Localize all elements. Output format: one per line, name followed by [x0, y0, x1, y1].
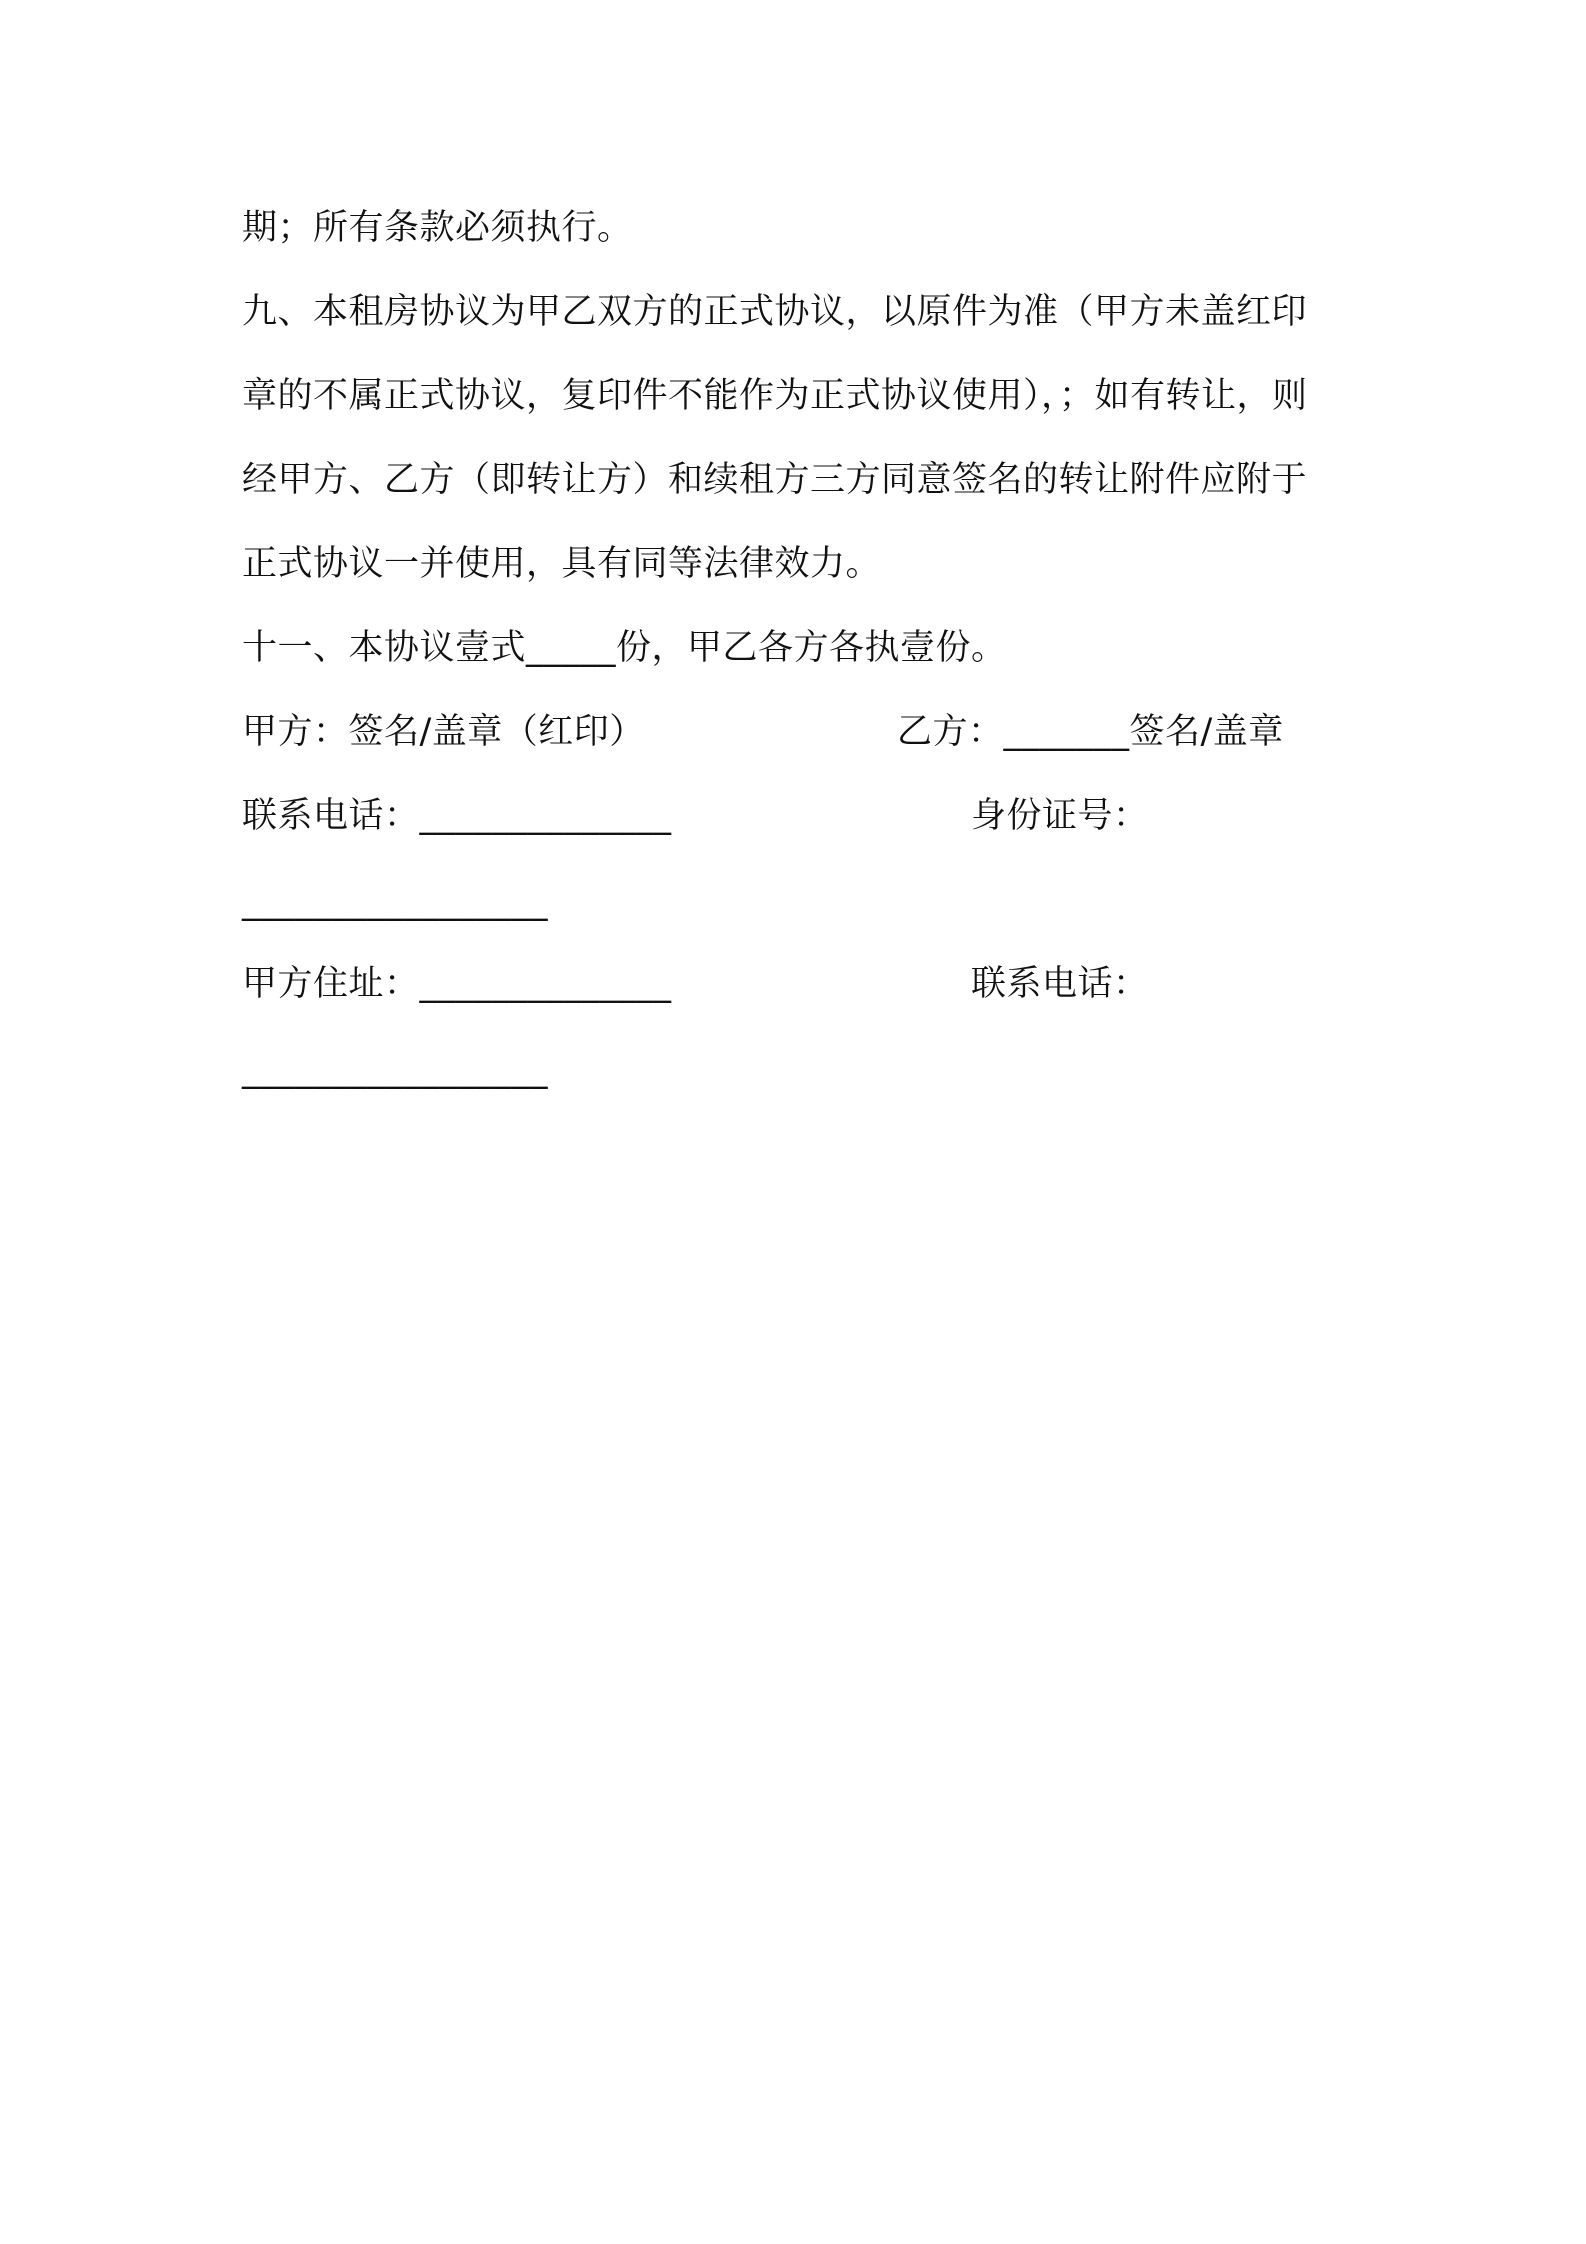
party-b-phone-blank: _________________ [242, 1050, 548, 1090]
party-b-phone-label: 联系电话： [971, 964, 1149, 1004]
clause-9-line-2: 章的不属正式协议，复印件不能作为正式协议使用），；如有转让，则 [242, 376, 1308, 416]
party-a-phone: 联系电话：______________ [242, 796, 672, 836]
clause-9-line-1: 九、本租房协议为甲乙双方的正式协议，以原件为准（甲方未盖红印 [242, 292, 1308, 332]
clause-9-line-4: 正式协议一并使用，具有同等法律效力。 [242, 544, 882, 584]
party-b-id-blank: _________________ [242, 882, 548, 922]
clause-11: 十一、本协议壹式_____份，甲乙各方各执壹份。 [242, 628, 1007, 668]
party-a-signature: 甲方：签名/盖章（红印） [242, 712, 645, 752]
party-a-address: 甲方住址：______________ [242, 964, 672, 1004]
party-b-signature: 乙方：_______签名/盖章 [897, 712, 1284, 752]
clause-9-line-3: 经甲方、乙方（即转让方）和续租方三方同意签名的转让附件应附于 [242, 460, 1308, 500]
clause-continuation: 期；所有条款必须执行。 [242, 208, 633, 248]
party-b-id-label: 身份证号： [971, 796, 1149, 836]
